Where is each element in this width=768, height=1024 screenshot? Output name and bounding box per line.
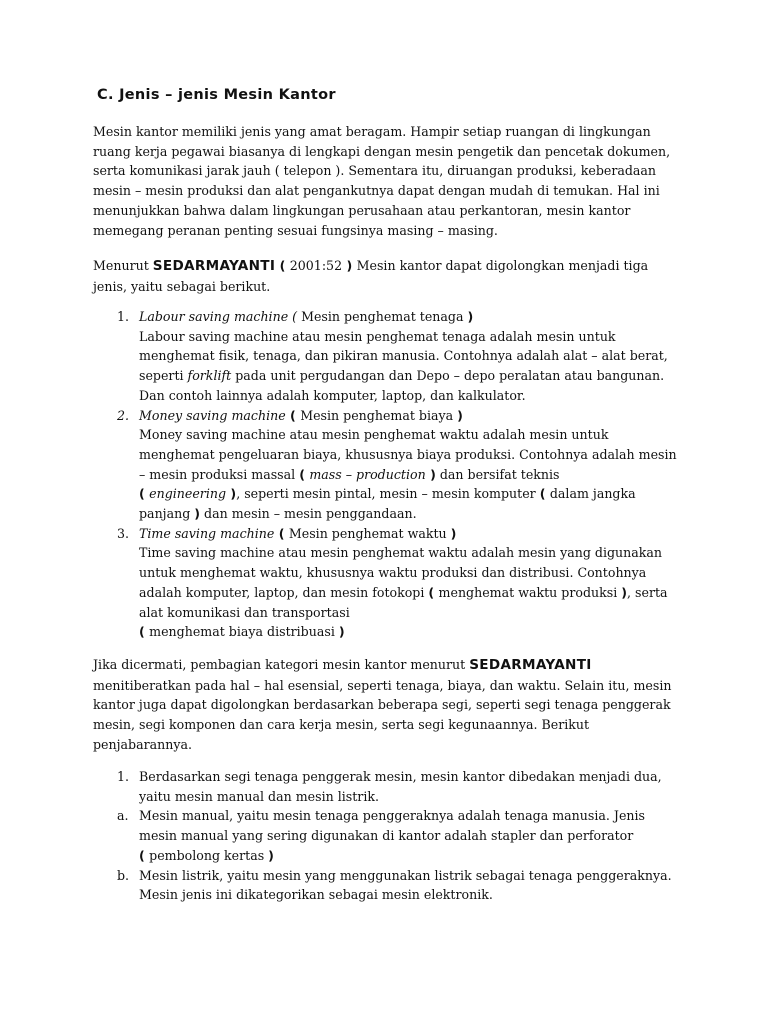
list-marker: 1. (117, 309, 130, 324)
paren-open: ( (139, 624, 150, 640)
citation: 2001:52 (289, 258, 343, 273)
list-marker: 2. (117, 407, 130, 423)
item-term: Money saving machine (139, 407, 286, 423)
author-name: SEDARMAYANTI (469, 657, 592, 673)
paren-close: ) (621, 584, 628, 600)
item-text: pembolong kertas (149, 847, 269, 863)
item-desc: dan mesin – mesin penggandaan. (200, 506, 417, 522)
list-item (93, 806, 683, 865)
item-desc: Money saving machine atau mesin penghemat waktu adalah mesin untuk menghemat pengeluaran biaya, khususnya biaya produksi. Contohnya adalah mesin – mesin produksi massal (139, 427, 677, 482)
paren-close: ) (226, 486, 237, 502)
item-term: Labour saving machine ( (139, 309, 298, 324)
paren-open: ( (299, 466, 310, 482)
paren-open: ( (428, 584, 439, 600)
item-term-rest: Mesin penghemat biaya (300, 407, 458, 423)
item-desc: Time saving machine atau mesin penghemat waktu adalah mesin yang digunakan untuk menghemat waktu, khususnya waktu produksi dan distribusi. Contohnya adalah komputer, laptop, dan mesin fotokopi (139, 545, 663, 600)
item-desc: dalam jangka panjang (139, 486, 636, 522)
paren-close: ) (342, 258, 357, 273)
para2-pre: Jika dicermati, pembagian kategori mesin kantor menurut (93, 657, 470, 672)
paren-open: ( (139, 847, 150, 863)
machine-types-list (93, 307, 683, 642)
item-desc: , seperti mesin pintal, mesin – mesin komputer (236, 486, 540, 502)
paren-open: ( (274, 525, 289, 541)
item-desc-italic: engineering (149, 486, 227, 502)
section-heading: C. Jenis – jenis Mesin Kantor (97, 87, 336, 103)
menurut-paragraph (93, 256, 678, 296)
list-item (93, 524, 683, 642)
item-desc-italic: forklift (187, 368, 232, 384)
item-desc: pada unit pergudangan dan Depo – depo peralatan atau bangunan. Dan contoh lainnya adalah komputer, laptop, dan kalkulator. (139, 368, 665, 403)
item-text: Mesin manual, yaitu mesin tenaga penggeraknya adalah tenaga manusia. Jenis mesin manual yang sering digunakan di kantor adalah stapler dan perforator (139, 808, 646, 844)
author-name: SEDARMAYANTI (152, 258, 276, 274)
para2-post: menitiberatkan pada hal – hal esensial, seperti tenaga, biaya, dan waktu. Selain itu, mesin kantor juga dapat digolongkan berdasarkan beberapa segi, seperti segi tenaga penggerak mesin, segi komponen dan cara kerja mesin, serta segi kegunaannya. Berikut penjabarannya. (93, 677, 672, 752)
item-desc-italic: mass – production (309, 466, 426, 482)
list-marker: 3. (117, 525, 130, 541)
paren-close: ) (467, 309, 474, 324)
paren-close: ) (268, 847, 274, 863)
intro-paragraph: Mesin kantor memiliki jenis yang amat beragam. Hampir setiap ruangan di lingkungan ruang kerja pegawai biasanya di lengkapi dengan mesin pengetik dan pencetak dokumen, serta komunikasi jarak jauh ( telepon ). Sementara itu, diruangan produksi, keberadaan mesin – mesin produksi dan alat pengankutnya dapat dengan mudah di temukan. Hal ini menunjukkan bahwa dalam lingkungan perusahaan atau perkantoran, mesin kantor memegang peranan penting sesuai fungsinya masing – masing. (93, 124, 671, 238)
list-item (93, 866, 683, 905)
paren-close: ) (450, 525, 457, 541)
list-marker: a. (117, 808, 129, 824)
classification-paragraph (93, 655, 678, 755)
item-term: Time saving machine (139, 525, 275, 541)
menurut-post: Mesin kantor dapat digolongkan menjadi tiga jenis, yaitu sebagai berikut. (93, 258, 649, 294)
item-desc: Labour saving machine atau mesin penghemat tenaga adalah mesin untuk menghemat fisik, tenaga, dan pikiran manusia. Contohnya adalah alat – alat berat, seperti (139, 328, 668, 384)
list-item (93, 406, 683, 524)
item-desc: menghemat waktu produksi (438, 584, 622, 600)
list-marker: 1. (117, 769, 130, 784)
paren-open: ( (285, 407, 301, 423)
item-term-rest: Mesin penghemat tenaga (297, 309, 468, 324)
paren-close: ) (425, 466, 436, 482)
item-text: Mesin listrik, yaitu mesin yang menggunakan listrik sebagai tenaga penggeraknya. Mesin jenis ini dikategorikan sebagai mesin elektronik. (139, 867, 672, 903)
paren-close: ) (194, 506, 201, 522)
paren-open: ( (139, 486, 150, 502)
item-term-rest: Mesin penghemat waktu (288, 525, 451, 541)
menurut-pre: Menurut (93, 258, 153, 273)
list-marker: b. (117, 867, 130, 883)
item-desc: dan bersifat teknis (435, 466, 560, 482)
item-desc: , serta alat komunikasi dan transportasi (139, 584, 668, 620)
paren-close: ) (338, 624, 345, 640)
item-desc: menghemat biaya distribuasi (149, 624, 339, 640)
paren-open: ( (275, 258, 290, 273)
engine-types-list (93, 767, 683, 905)
item-text: Berdasarkan segi tenaga penggerak mesin, mesin kantor dibedakan menjadi dua, yaitu mesin manual dan mesin listrik. (139, 769, 662, 804)
list-item (93, 767, 683, 806)
paren-close: ) (457, 407, 463, 423)
paren-open: ( (539, 486, 550, 502)
list-item (93, 307, 683, 406)
